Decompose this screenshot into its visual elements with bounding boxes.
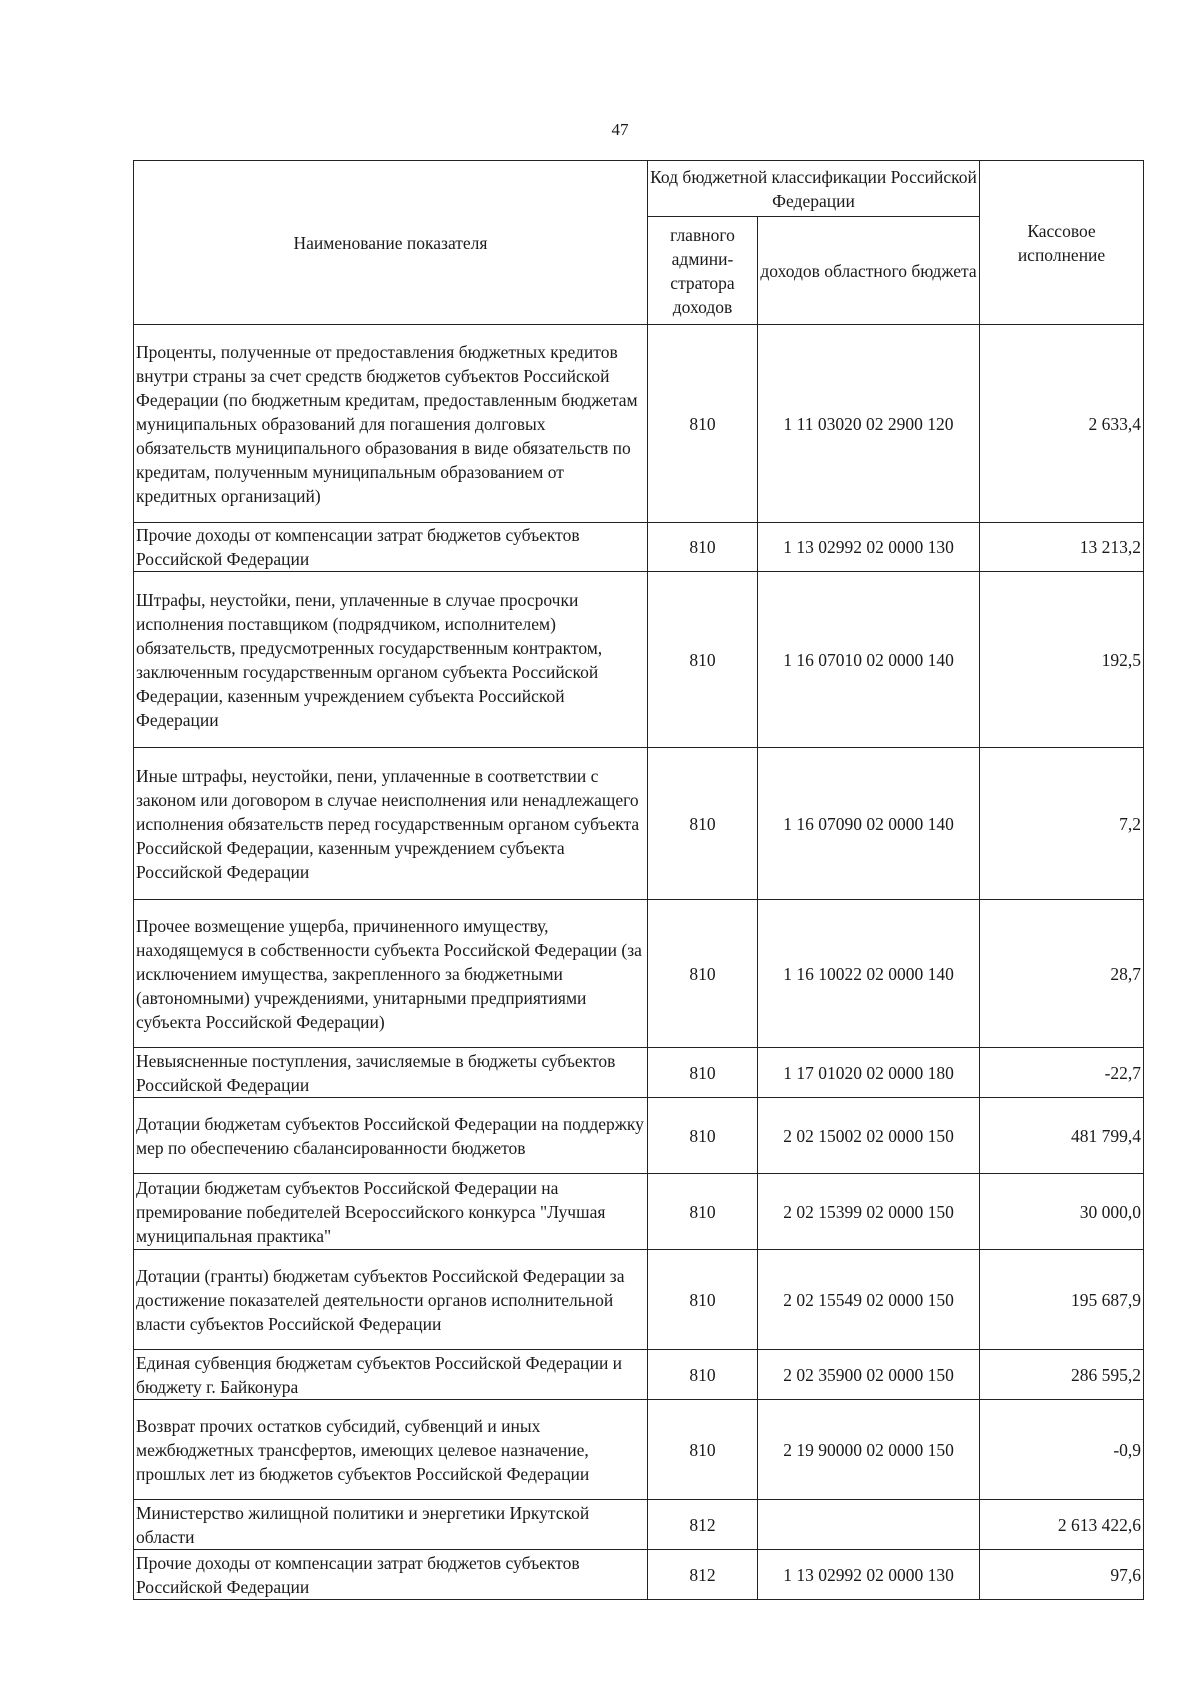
- row-name: Невыясненные поступления, зачисляемые в бюджеты субъектов Российской Федерации: [134, 1048, 648, 1098]
- table-row: [134, 1250, 1144, 1350]
- row-name: Единая субвенция бюджетам субъектов Российской Федерации и бюджету г. Байконура: [134, 1350, 648, 1400]
- header-regional-income: доходов областного бюджета: [758, 217, 980, 325]
- page-number: 47: [611, 120, 629, 139]
- table-row: [134, 1400, 1144, 1500]
- budget-execution-table: [133, 160, 1144, 1600]
- row-amount: 2 633,4: [980, 325, 1144, 523]
- row-name: Дотации бюджетам субъектов Российской Федерации на поддержку мер по обеспечению сбалансированности бюджетов: [134, 1098, 648, 1174]
- row-income-code: 2 02 15549 02 0000 150: [758, 1250, 980, 1350]
- row-income-code: 1 11 03020 02 2900 120: [758, 325, 980, 523]
- row-income-code: 1 17 01020 02 0000 180: [758, 1048, 980, 1098]
- header-classification-code: Код бюджетной классификации Российской Федерации: [648, 161, 980, 217]
- row-income-code: 2 02 15002 02 0000 150: [758, 1098, 980, 1174]
- row-admin-code: 810: [648, 1350, 758, 1400]
- row-income-code: 1 13 02992 02 0000 130: [758, 523, 980, 572]
- row-name: Проценты, полученные от предоставления бюджетных кредитов внутри страны за счет средств бюджетов субъектов Российской Федерации (по бюджетным кредитам, предоставленным бюджетам муниципальных образований для погашения долговых обязательств муниципального образования в виде обязательств по кредитам, полученным муниципальным образованием от кредитных организаций): [134, 325, 648, 523]
- row-name: Штрафы, неустойки, пени, уплаченные в случае просрочки исполнения поставщиком (подрядчиком, исполнителем) обязательств, предусмотренных государственным контрактом, заключенным государственным органом субъекта Российской Федерации, казенным учреждением субъекта Российской Федерации: [134, 572, 648, 748]
- table-row: [134, 325, 1144, 523]
- table-row: [134, 1550, 1144, 1600]
- row-admin-code: 810: [648, 1400, 758, 1500]
- row-admin-code: 810: [648, 900, 758, 1048]
- row-income-code: 2 02 15399 02 0000 150: [758, 1174, 980, 1250]
- row-amount: 7,2: [980, 748, 1144, 900]
- table-row: [134, 1098, 1144, 1174]
- row-admin-code: 810: [648, 325, 758, 523]
- row-admin-code: 812: [648, 1550, 758, 1600]
- row-amount: 30 000,0: [980, 1174, 1144, 1250]
- row-name: Министерство жилищной политики и энергетики Иркутской области: [134, 1500, 648, 1550]
- row-income-code: 1 13 02992 02 0000 130: [758, 1550, 980, 1600]
- row-amount: -0,9: [980, 1400, 1144, 1500]
- header-row-top: [134, 161, 1144, 217]
- row-name: Дотации (гранты) бюджетам субъектов Российской Федерации за достижение показателей деятельности органов исполнительной власти субъектов Российской Федерации: [134, 1250, 648, 1350]
- table-row: [134, 748, 1144, 900]
- row-amount: 97,6: [980, 1550, 1144, 1600]
- row-amount: 195 687,9: [980, 1250, 1144, 1350]
- row-name: Прочие доходы от компенсации затрат бюджетов субъектов Российской Федерации: [134, 523, 648, 572]
- row-admin-code: 810: [648, 1098, 758, 1174]
- row-name: Прочее возмещение ущерба, причиненного имуществу, находящемуся в собственности субъекта Российской Федерации (за исключением имущества, закрепленного за бюджетными (автономными) учреждениями, унитарными предприятиями субъекта Российской Федерации): [134, 900, 648, 1048]
- row-income-code: 1 16 07010 02 0000 140: [758, 572, 980, 748]
- row-admin-code: 810: [648, 1048, 758, 1098]
- table-row: [134, 1174, 1144, 1250]
- table-row: [134, 1350, 1144, 1400]
- row-income-code: 1 16 10022 02 0000 140: [758, 900, 980, 1048]
- row-admin-code: 812: [648, 1500, 758, 1550]
- row-amount: 481 799,4: [980, 1098, 1144, 1174]
- row-amount: 28,7: [980, 900, 1144, 1048]
- row-name: Дотации бюджетам субъектов Российской Федерации на премирование победителей Всероссийского конкурса "Лучшая муниципальная практика": [134, 1174, 648, 1250]
- row-admin-code: 810: [648, 748, 758, 900]
- row-income-code: 1 16 07090 02 0000 140: [758, 748, 980, 900]
- table-row: [134, 523, 1144, 572]
- row-name: Прочие доходы от компенсации затрат бюджетов субъектов Российской Федерации: [134, 1550, 648, 1600]
- row-amount: 286 595,2: [980, 1350, 1144, 1400]
- header-main-administrator: главного админи-стратора доходов: [648, 217, 758, 325]
- row-name: Возврат прочих остатков субсидий, субвенций и иных межбюджетных трансфертов, имеющих целевое назначение, прошлых лет из бюджетов субъектов Российской Федерации: [134, 1400, 648, 1500]
- table-row: [134, 572, 1144, 748]
- row-name: Иные штрафы, неустойки, пени, уплаченные в соответствии с законом или договором в случае неисполнения или ненадлежащего исполнения обязательств перед государственным органом субъекта Российской Федерации, казенным учреждением субъекта Российской Федерации: [134, 748, 648, 900]
- row-admin-code: 810: [648, 572, 758, 748]
- row-admin-code: 810: [648, 1174, 758, 1250]
- table-row: [134, 1048, 1144, 1098]
- row-income-code: [758, 1500, 980, 1550]
- table-row: [134, 900, 1144, 1048]
- row-income-code: 2 02 35900 02 0000 150: [758, 1350, 980, 1400]
- row-admin-code: 810: [648, 523, 758, 572]
- row-admin-code: 810: [648, 1250, 758, 1350]
- table-row: [134, 1500, 1144, 1550]
- row-income-code: 2 19 90000 02 0000 150: [758, 1400, 980, 1500]
- row-amount: 13 213,2: [980, 523, 1144, 572]
- row-amount: 2 613 422,6: [980, 1500, 1144, 1550]
- header-indicator-name: Наименование показателя: [134, 161, 648, 325]
- row-amount: 192,5: [980, 572, 1144, 748]
- row-amount: -22,7: [980, 1048, 1144, 1098]
- header-cash-execution: Кассовое исполнение: [980, 161, 1144, 325]
